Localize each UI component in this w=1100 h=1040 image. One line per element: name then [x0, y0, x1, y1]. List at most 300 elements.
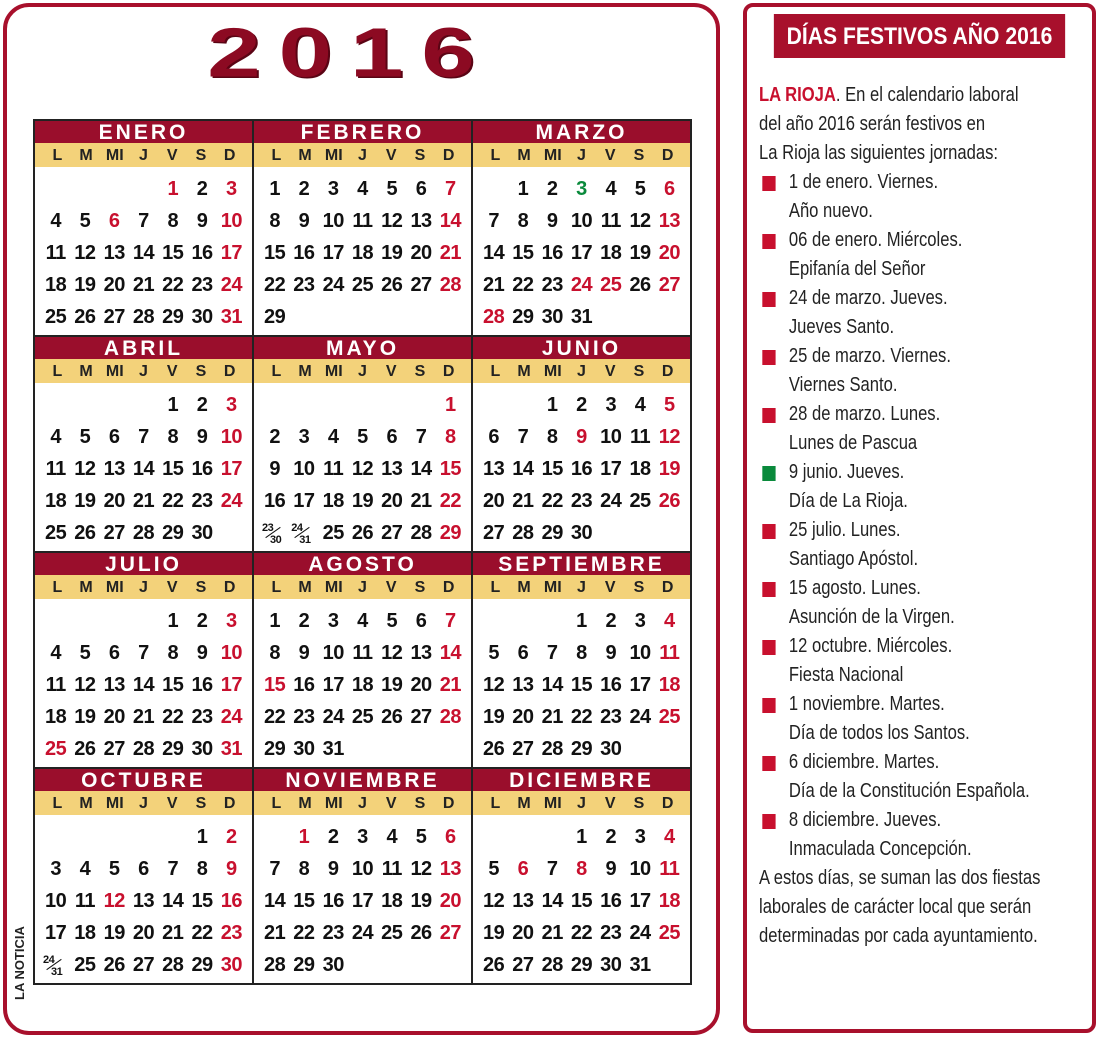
- weekday-header: [473, 791, 690, 815]
- day-number: 6: [386, 426, 398, 448]
- weekday-label: MI: [324, 579, 343, 596]
- holiday-date: 15 agosto. Lunes.: [788, 577, 921, 599]
- day-number: 25: [45, 306, 67, 328]
- month-name: FEBRERO: [254, 121, 471, 143]
- weekday-label: V: [166, 579, 178, 596]
- day-number: 10: [570, 210, 593, 232]
- day-number: 27: [103, 738, 125, 760]
- day-number: 26: [103, 954, 125, 976]
- day-number: 5: [488, 858, 499, 880]
- day-number: 6: [517, 642, 529, 664]
- day-number: 27: [512, 738, 534, 760]
- day-number: 11: [45, 242, 66, 264]
- day-number: 3: [605, 394, 617, 416]
- empty-day: [538, 605, 567, 637]
- empty-day: [41, 173, 70, 205]
- day-number: 3: [576, 178, 587, 200]
- day-number: 11: [323, 458, 344, 480]
- day-number: 6: [108, 426, 120, 448]
- day-number: 21: [512, 490, 534, 512]
- weekday-label: MI: [105, 795, 124, 812]
- weekday-label: M: [517, 147, 531, 164]
- empty-day: [289, 389, 318, 421]
- weekday-label: V: [604, 363, 616, 380]
- weekday-label: L: [490, 363, 501, 380]
- day-number: 10: [629, 858, 651, 880]
- weekday-label: V: [604, 795, 616, 812]
- day-number: 10: [600, 426, 622, 448]
- day-number: 17: [629, 674, 651, 696]
- day-number: 7: [517, 426, 529, 448]
- bullet-square-icon: [762, 466, 775, 481]
- day-number: 20: [658, 242, 680, 264]
- day-number: 5: [357, 426, 368, 448]
- day-number: 1: [517, 178, 529, 200]
- day-number: 17: [293, 490, 315, 512]
- days-grid: [35, 815, 252, 983]
- day-number: 16: [570, 458, 593, 480]
- day-number: 22: [191, 922, 213, 944]
- weekday-label: J: [139, 147, 148, 164]
- day-number: 12: [74, 458, 96, 480]
- day-number: 17: [322, 674, 344, 696]
- holiday-date: 1 de enero. Viernes.: [788, 171, 939, 193]
- weekday-label: J: [358, 795, 367, 812]
- day-number: 7: [269, 858, 280, 880]
- day-number: 5: [664, 394, 675, 416]
- day-number: 1: [576, 826, 587, 848]
- holiday-item: [759, 574, 1091, 603]
- day-number: 14: [512, 458, 534, 480]
- day-number: 2: [576, 394, 587, 416]
- day-number: 12: [74, 674, 96, 696]
- weekday-label: D: [661, 363, 674, 380]
- month-block: [35, 121, 254, 337]
- weekday-label: MI: [105, 363, 124, 380]
- day-number: 5: [108, 858, 120, 880]
- empty-day: [479, 389, 508, 421]
- weekday-label: S: [195, 363, 207, 380]
- day-number: 13: [483, 458, 505, 480]
- day-number: 13: [381, 458, 403, 480]
- day-number: 31: [322, 738, 344, 760]
- day-number: 30: [600, 954, 622, 976]
- day-number: 17: [45, 922, 67, 944]
- day-number: 2: [605, 610, 617, 632]
- day-number: 12: [351, 458, 374, 480]
- day-number: 21: [410, 490, 432, 512]
- day-number: 26: [351, 522, 374, 544]
- day-number: 7: [488, 210, 499, 232]
- day-number: 27: [658, 274, 680, 296]
- month-block: [254, 337, 473, 553]
- day-number: 10: [293, 458, 315, 480]
- day-number: 22: [512, 274, 534, 296]
- day-number: 7: [415, 426, 427, 448]
- weekday-label: D: [223, 579, 236, 596]
- weekday-label: D: [442, 579, 455, 596]
- day-number: 1: [298, 826, 310, 848]
- day-number: 16: [191, 242, 213, 264]
- month-block: [35, 769, 254, 983]
- day-number: 24: [220, 706, 242, 728]
- day-number: 9: [226, 858, 237, 880]
- day-number: 10: [322, 210, 344, 232]
- day-number: 20: [410, 674, 432, 696]
- weekday-label: S: [633, 795, 645, 812]
- day-number: 18: [45, 490, 67, 512]
- day-number: 18: [658, 674, 680, 696]
- day-number: 8: [576, 858, 587, 880]
- days-grid: [35, 383, 252, 551]
- day-number: 28: [541, 954, 563, 976]
- day-number: 22: [570, 922, 593, 944]
- weekday-label: MI: [105, 579, 124, 596]
- weekday-label: J: [358, 147, 367, 164]
- day-number: 27: [483, 522, 505, 544]
- weekday-header: [473, 359, 690, 383]
- holiday-date: 8 diciembre. Jueves.: [788, 809, 942, 831]
- empty-day: [70, 389, 99, 421]
- day-number: 15: [570, 674, 593, 696]
- month-block: [473, 769, 690, 983]
- day-number: 28: [439, 706, 461, 728]
- day-number: 11: [45, 674, 66, 696]
- day-number: 26: [483, 738, 505, 760]
- day-number: 4: [50, 426, 61, 448]
- weekday-label: MI: [324, 147, 343, 164]
- day-number: 29: [570, 738, 593, 760]
- day-number: 19: [629, 242, 651, 264]
- day-number: 15: [293, 890, 315, 912]
- day-number: 29: [264, 306, 286, 328]
- day-number: 1: [576, 610, 587, 632]
- day-number: 30: [600, 738, 622, 760]
- split-day: 24 31: [43, 954, 63, 978]
- split-day: 23 30: [262, 522, 282, 546]
- weekday-header: [35, 143, 252, 167]
- day-number: 10: [351, 858, 374, 880]
- weekday-label: L: [52, 795, 63, 812]
- weekday-label: L: [490, 795, 501, 812]
- day-number: 13: [512, 674, 534, 696]
- day-number: 23: [191, 274, 213, 296]
- weekday-label: S: [633, 363, 645, 380]
- day-number: 15: [264, 674, 286, 696]
- day-number: 15: [439, 458, 461, 480]
- day-number: 21: [439, 674, 461, 696]
- days-grid: [254, 383, 471, 551]
- day-number: 15: [162, 674, 184, 696]
- day-number: 17: [220, 242, 242, 264]
- day-number: 4: [357, 610, 368, 632]
- day-number: 13: [658, 210, 680, 232]
- footer-line-1: A estos días, se suman las dos fiestas: [759, 867, 1041, 889]
- day-number: 3: [634, 610, 646, 632]
- day-number: 17: [600, 458, 622, 480]
- holiday-description: Jueves Santo.: [788, 316, 895, 338]
- day-number: 21: [483, 274, 505, 296]
- day-number: 26: [410, 922, 432, 944]
- intro-line-1: [759, 81, 1091, 110]
- day-number: 14: [132, 458, 155, 480]
- day-number: 7: [445, 178, 456, 200]
- holiday-item: [759, 690, 1091, 719]
- day-number: 19: [74, 490, 96, 512]
- weekday-label: J: [358, 579, 367, 596]
- day-number: 18: [351, 674, 374, 696]
- weekday-label: D: [223, 363, 236, 380]
- day-number: 28: [439, 274, 461, 296]
- day-number: 10: [220, 210, 242, 232]
- day-number: 22: [162, 490, 184, 512]
- day-number: 20: [483, 490, 505, 512]
- day-number: 23: [541, 274, 563, 296]
- day-number: 30: [220, 954, 242, 976]
- weekday-label: V: [166, 147, 178, 164]
- day-number: 5: [386, 610, 398, 632]
- day-number: 21: [132, 490, 155, 512]
- empty-day: [100, 605, 129, 637]
- day-number: 30: [541, 306, 563, 328]
- region-name: LA RIOJA: [759, 84, 836, 106]
- day-number: 5: [79, 210, 91, 232]
- bullet-square-icon: [762, 582, 775, 597]
- weekday-label: V: [385, 147, 397, 164]
- day-number: 30: [191, 306, 213, 328]
- day-number: 29: [439, 522, 461, 544]
- day-number: 10: [629, 642, 651, 664]
- day-number: 10: [45, 890, 67, 912]
- weekday-label: S: [633, 147, 645, 164]
- day-number: 1: [167, 394, 179, 416]
- holiday-description: Día de La Rioja.: [788, 490, 908, 512]
- days-grid: [35, 599, 252, 767]
- day-number: 31: [220, 738, 242, 760]
- day-number: 26: [483, 954, 505, 976]
- day-number: 26: [74, 306, 96, 328]
- day-number: 27: [410, 274, 432, 296]
- day-number: 22: [570, 706, 593, 728]
- weekday-label: M: [79, 579, 93, 596]
- day-number: 18: [45, 706, 67, 728]
- holiday-description: Viernes Santo.: [788, 374, 898, 396]
- day-number: 9: [327, 858, 339, 880]
- empty-day: [348, 389, 377, 421]
- weekday-label: M: [298, 363, 312, 380]
- day-number: 16: [191, 674, 213, 696]
- weekday-label: J: [577, 579, 586, 596]
- day-number: 2: [196, 178, 208, 200]
- empty-day: [129, 173, 158, 205]
- day-number: 18: [74, 922, 96, 944]
- day-number: 4: [664, 826, 675, 848]
- day-number: 11: [352, 210, 373, 232]
- day-number: 7: [546, 858, 558, 880]
- day-number: 28: [410, 522, 432, 544]
- weekday-label: MI: [105, 147, 124, 164]
- bullet-square-icon: [762, 350, 775, 365]
- empty-day: [41, 605, 70, 637]
- day-number: 11: [629, 426, 651, 448]
- weekday-label: M: [79, 147, 93, 164]
- weekday-label: S: [414, 363, 426, 380]
- empty-day: [129, 821, 158, 853]
- month-name: SEPTIEMBRE: [473, 553, 690, 575]
- day-number: 18: [45, 274, 67, 296]
- day-number: 24: [322, 274, 344, 296]
- day-number: 28: [264, 954, 286, 976]
- empty-day: [100, 821, 129, 853]
- day-number: 3: [50, 858, 61, 880]
- day-number: 12: [629, 210, 651, 232]
- month-name: JUNIO: [473, 337, 690, 359]
- day-number: 25: [381, 922, 403, 944]
- month-name: MARZO: [473, 121, 690, 143]
- day-number: 6: [415, 610, 427, 632]
- day-number: 8: [196, 858, 208, 880]
- weekday-label: M: [298, 147, 312, 164]
- weekday-header: [35, 359, 252, 383]
- holiday-list: [759, 168, 1091, 864]
- month-block: [473, 121, 690, 337]
- day-number: 14: [162, 890, 184, 912]
- day-number: 3: [327, 178, 339, 200]
- empty-day: [41, 389, 70, 421]
- day-number: 23: [191, 490, 213, 512]
- day-number: 27: [103, 306, 125, 328]
- day-number: 2: [196, 610, 208, 632]
- day-number: 31: [220, 306, 242, 328]
- day-number: 27: [132, 954, 155, 976]
- day-number: 20: [103, 274, 125, 296]
- day-number: 2: [327, 826, 339, 848]
- day-number: 21: [264, 922, 286, 944]
- day-number: 7: [167, 858, 179, 880]
- day-number: 29: [162, 306, 184, 328]
- publisher-text: LA NOTICIA: [12, 926, 27, 1000]
- weekday-label: S: [633, 579, 645, 596]
- day-number: 22: [264, 706, 286, 728]
- footer-line-3: determinadas por cada ayuntamiento.: [759, 925, 1038, 947]
- day-number: 29: [570, 954, 593, 976]
- empty-day: [100, 173, 129, 205]
- day-number: 16: [264, 490, 286, 512]
- day-number: 28: [162, 954, 184, 976]
- day-number: 19: [351, 490, 374, 512]
- day-number: 23: [570, 490, 593, 512]
- weekday-label: L: [271, 363, 282, 380]
- day-number: 14: [439, 642, 461, 664]
- weekday-label: M: [79, 363, 93, 380]
- holiday-item: [759, 400, 1091, 429]
- weekday-label: V: [166, 363, 178, 380]
- day-number: 18: [658, 890, 680, 912]
- day-number: 8: [269, 642, 280, 664]
- day-number: 29: [512, 306, 534, 328]
- day-number: 17: [629, 890, 651, 912]
- day-number: 9: [605, 642, 617, 664]
- holiday-item: [759, 226, 1091, 255]
- day-number: 11: [659, 858, 680, 880]
- bullet-square-icon: [762, 234, 775, 249]
- day-number: 20: [132, 922, 155, 944]
- day-number: 15: [541, 458, 563, 480]
- day-number: 9: [605, 858, 617, 880]
- day-number: 1: [546, 394, 558, 416]
- month-block: [35, 337, 254, 553]
- day-number: 11: [600, 210, 621, 232]
- day-number: 6: [517, 858, 529, 880]
- day-number: 11: [659, 642, 680, 664]
- weekday-header: [254, 359, 471, 383]
- panel-body: [759, 81, 1091, 951]
- empty-day: [508, 605, 537, 637]
- day-number: 24: [322, 706, 344, 728]
- holidays-panel: [743, 3, 1096, 1033]
- weekday-header: [254, 791, 471, 815]
- year-title: 2016: [207, 14, 493, 92]
- day-number: 19: [483, 922, 505, 944]
- empty-day: [70, 821, 99, 853]
- day-number: 15: [162, 242, 184, 264]
- weekday-label: M: [79, 795, 93, 812]
- day-number: 26: [74, 522, 96, 544]
- day-number: 13: [103, 242, 125, 264]
- weekday-header: [254, 575, 471, 599]
- day-number: 23: [293, 706, 315, 728]
- weekday-header: [35, 575, 252, 599]
- day-number: 6: [445, 826, 456, 848]
- day-number: 28: [541, 738, 563, 760]
- weekday-label: L: [271, 579, 282, 596]
- day-number: 9: [298, 210, 310, 232]
- day-number: 25: [658, 922, 680, 944]
- day-number: 23: [191, 706, 213, 728]
- month-name: MAYO: [254, 337, 471, 359]
- day-number: 1: [445, 394, 456, 416]
- day-number: 2: [226, 826, 237, 848]
- weekday-label: D: [661, 147, 674, 164]
- holiday-item: [759, 168, 1091, 197]
- holiday-item: [759, 632, 1091, 661]
- day-number: 23: [600, 706, 622, 728]
- day-number: 19: [381, 674, 403, 696]
- day-number: 25: [351, 274, 374, 296]
- day-number: 13: [103, 458, 125, 480]
- holiday-date: 1 noviembre. Martes.: [788, 693, 945, 715]
- day-number: 29: [191, 954, 213, 976]
- day-number: 10: [220, 426, 242, 448]
- month-row: [35, 553, 690, 769]
- day-number: 1: [167, 610, 179, 632]
- day-number: 2: [269, 426, 280, 448]
- day-number: 4: [664, 610, 675, 632]
- day-number: 20: [512, 922, 534, 944]
- day-number: 14: [410, 458, 432, 480]
- weekday-label: J: [577, 363, 586, 380]
- day-number: 18: [322, 490, 344, 512]
- holiday-date: 9 junio. Jueves.: [788, 461, 905, 483]
- weekday-label: D: [223, 795, 236, 812]
- month-row: [35, 769, 690, 983]
- weekday-label: M: [517, 795, 531, 812]
- weekday-label: J: [139, 363, 148, 380]
- month-row: [35, 337, 690, 553]
- weekday-header: [473, 143, 690, 167]
- weekday-label: MI: [543, 147, 562, 164]
- day-number: 15: [512, 242, 534, 264]
